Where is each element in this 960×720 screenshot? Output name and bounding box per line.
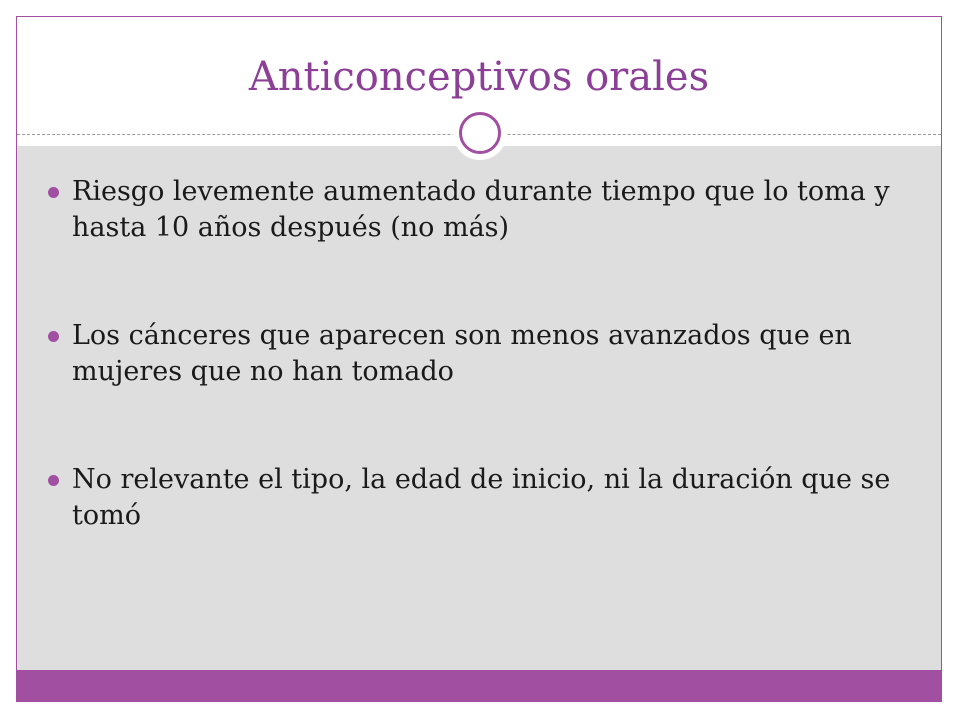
bullet-text: No relevante el tipo, la edad de inicio, ni la duración que se tomó xyxy=(72,464,891,531)
bullet-text: Riesgo levemente aumentado durante tiempo que lo toma y hasta 10 años después (no más) xyxy=(72,176,890,243)
bullet-list xyxy=(52,174,922,606)
circle-ring-icon xyxy=(453,106,507,160)
bullet-text: Los cánceres que aparecen son menos avanzados que en mujeres que no han tomado xyxy=(72,320,852,387)
list-item xyxy=(52,318,922,390)
circle-bullet-icon xyxy=(48,187,59,198)
circle-bullet-icon xyxy=(48,331,59,342)
footer-bar xyxy=(17,670,941,702)
circle-bullet-icon xyxy=(48,475,59,486)
ring-shape xyxy=(459,112,501,154)
slide-title: Anticonceptivos orales xyxy=(248,54,710,100)
list-item xyxy=(52,174,922,246)
list-item xyxy=(52,462,922,534)
